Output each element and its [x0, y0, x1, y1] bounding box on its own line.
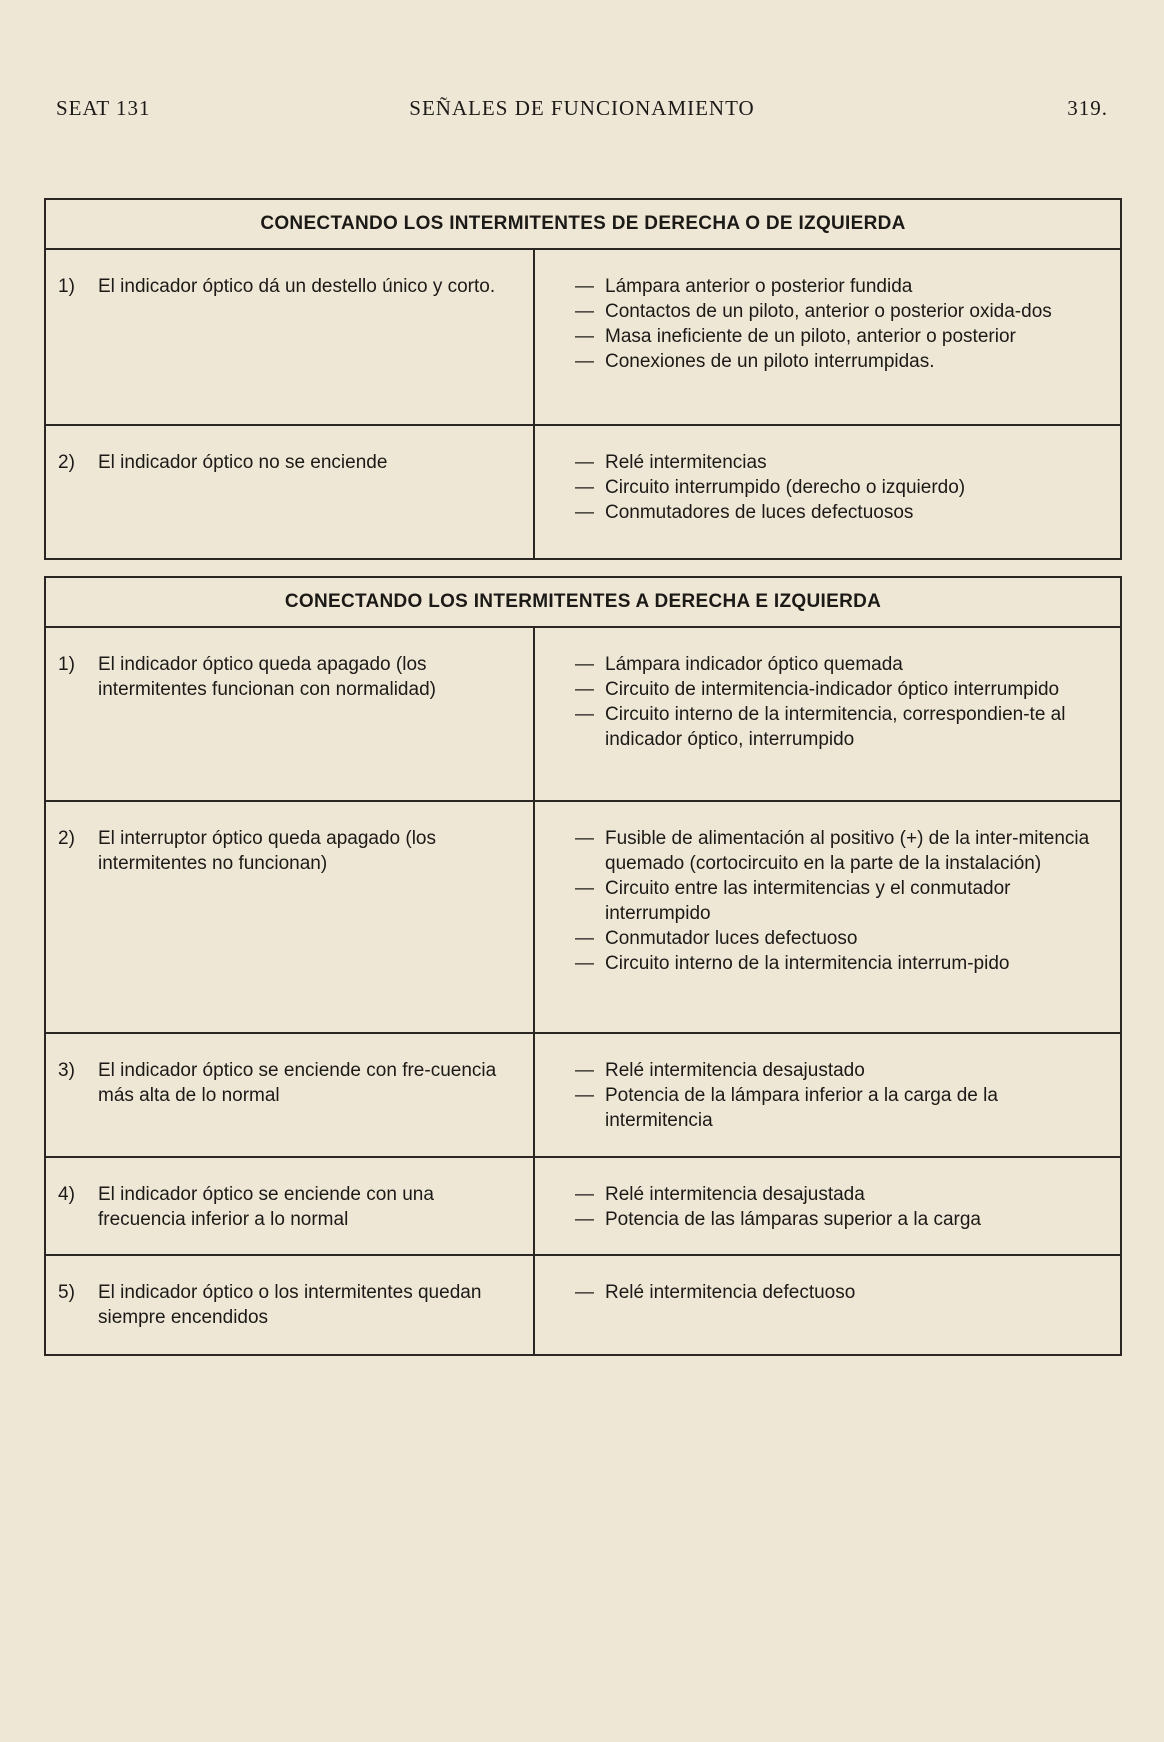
cause-item: — Relé intermitencias — [575, 452, 767, 473]
table-row — [46, 1256, 1120, 1354]
causes-cell — [535, 1034, 1120, 1156]
section-title: SEÑALES DE FUNCIONAMIENTO — [409, 96, 755, 120]
symptom-text: El interruptor óptico queda apagado (los intermitentes no funcionan) — [98, 828, 437, 874]
causes-cell — [535, 250, 1120, 424]
table-row — [46, 802, 1120, 1034]
cause-item: — Circuito interno de la intermitencia, correspondien-te al indicador óptico, interrumpido — [575, 704, 1066, 750]
cause-item: — Contactos de un piloto, anterior o posterior oxida-dos — [575, 301, 1052, 322]
cause-item: — Circuito interrumpido (derecho o izquierdo) — [575, 477, 966, 498]
page-number: 319. — [1067, 96, 1108, 120]
cause-item: — Circuito entre las intermitencias y el conmutador interrumpido — [575, 878, 1011, 924]
symptom-cell — [46, 250, 535, 424]
row-number: 2) — [58, 828, 75, 849]
causes-cell — [535, 628, 1120, 800]
row-number: 4) — [58, 1184, 75, 1205]
symptom-text: El indicador óptico queda apagado (los intermitentes funcionan con normalidad) — [98, 654, 436, 700]
symptom-cell — [46, 1158, 535, 1254]
symptom-text: El indicador óptico no se enciende — [98, 452, 388, 473]
cause-item: — Lámpara indicador óptico quemada — [575, 654, 903, 675]
table-row — [46, 1034, 1120, 1158]
symptom-cell — [46, 802, 535, 1032]
symptom-cell — [46, 426, 535, 558]
symptom-text: El indicador óptico dá un destello único y corto. — [98, 276, 496, 297]
table-row — [46, 628, 1120, 802]
causes-cell — [535, 1256, 1120, 1354]
cause-item: — Lámpara anterior o posterior fundida — [575, 276, 913, 297]
cause-item: — Relé intermitencia defectuoso — [575, 1282, 856, 1303]
table-title: CONECTANDO LOS INTERMITENTES A DERECHA E IZQUIERDA — [46, 578, 1120, 628]
cause-item: — Circuito interno de la intermitencia interrum-pido — [575, 953, 1010, 974]
row-number: 3) — [58, 1060, 75, 1081]
symptom-cell — [46, 1256, 535, 1354]
table-title: CONECTANDO LOS INTERMITENTES DE DERECHA O DE IZQUIERDA — [46, 200, 1120, 250]
page-header — [56, 96, 1108, 126]
table-one-side — [44, 198, 1122, 560]
cause-item: — Fusible de alimentación al positivo (+) de la inter-mitencia quemado (cortocircuito en la parte de la instalación) — [575, 828, 1090, 874]
table-row — [46, 250, 1120, 426]
model-name: SEAT 131 — [56, 96, 151, 120]
row-number: 5) — [58, 1282, 75, 1303]
row-number: 1) — [58, 654, 75, 675]
cause-item: — Relé intermitencia desajustado — [575, 1060, 865, 1081]
causes-cell — [535, 1158, 1120, 1254]
cause-item: — Conmutador luces defectuoso — [575, 928, 858, 949]
row-number: 1) — [58, 276, 75, 297]
causes-cell — [535, 426, 1120, 558]
symptom-cell — [46, 1034, 535, 1156]
symptom-text: El indicador óptico o los intermitentes quedan siempre encendidos — [98, 1282, 482, 1328]
symptom-text: El indicador óptico se enciende con fre-cuencia más alta de lo normal — [98, 1060, 497, 1106]
row-number: 2) — [58, 452, 75, 473]
cause-item: — Conmutadores de luces defectuosos — [575, 502, 914, 523]
symptom-text: El indicador óptico se enciende con una frecuencia inferior a lo normal — [98, 1184, 434, 1230]
table-row — [46, 426, 1120, 558]
causes-cell — [535, 802, 1120, 1032]
cause-item: — Conexiones de un piloto interrumpidas. — [575, 351, 935, 372]
cause-item: — Potencia de las lámparas superior a la carga — [575, 1209, 981, 1230]
cause-item: — Masa ineficiente de un piloto, anterior o posterior — [575, 326, 1016, 347]
symptom-cell — [46, 628, 535, 800]
table-both-sides — [44, 576, 1122, 1356]
cause-item: — Potencia de la lámpara inferior a la carga de la intermitencia — [575, 1085, 998, 1131]
cause-item: — Relé intermitencia desajustada — [575, 1184, 865, 1205]
table-row — [46, 1158, 1120, 1256]
cause-item: — Circuito de intermitencia-indicador óptico interrumpido — [575, 679, 1060, 700]
